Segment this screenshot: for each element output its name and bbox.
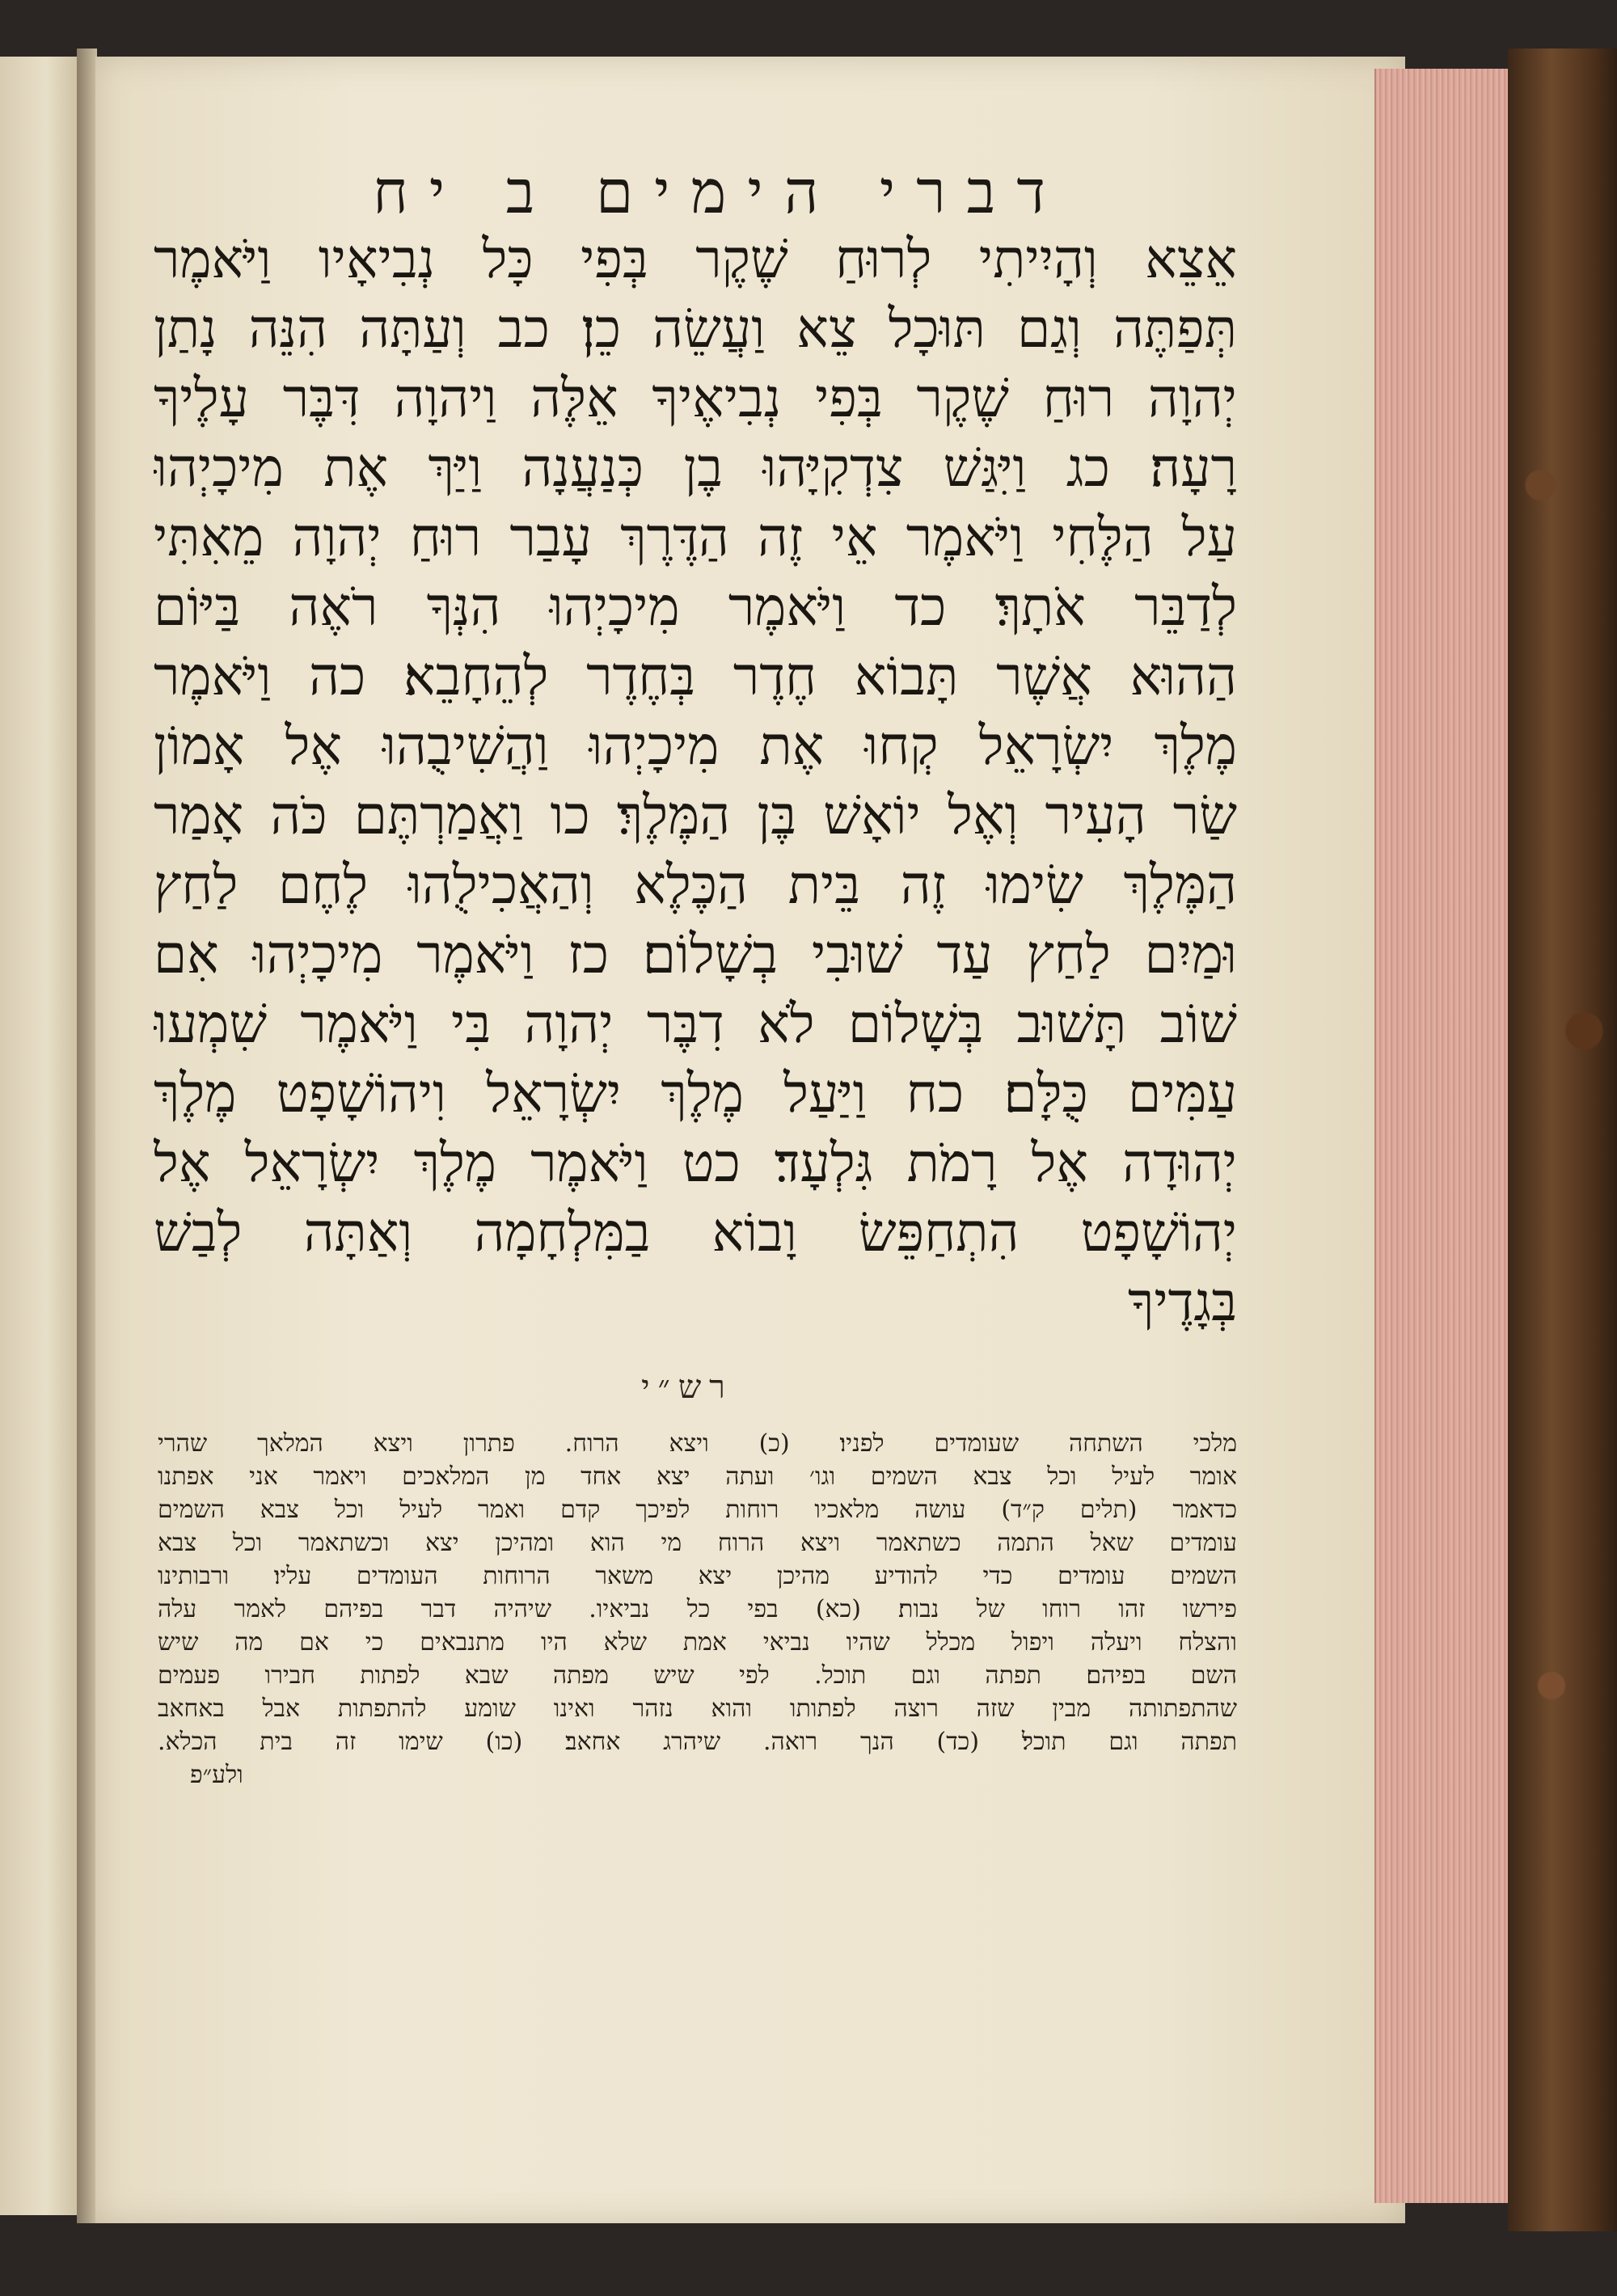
commentary-line: השם בפיהם׃ תפתה וגם תוכל. לפי שיש מפתה שבא לפתות חבירו פעמים — [158, 1661, 1237, 1690]
text-line: עַל הַלֶּחִי וַיֹּאמֶר אֵי זֶה הַדֶּרֶךְ עָבַר רוּחַ יְהוָה מֵאִתִּי — [154, 506, 1237, 568]
commentary-line: והצלח ויעלה ויפול מכלל שהיו נביאי אמת שלא היו מתנבאים כי אם מה שיש — [158, 1628, 1237, 1657]
text-line: שַׂר הָעִיר וְאֶל יוֹאָשׁ בֶּן הַמֶּלֶךְ׃ כו וַאֲמַרְתֶּם כֹּה אָמַר — [154, 784, 1237, 846]
catchword: ולע״פ — [190, 1761, 243, 1789]
text-line: הַהוּא אֲשֶׁר תָּבוֹא חֶדֶר בְּחֶדֶר לְהֵחָבֵא׃ כה וַיֹּאמֶר — [154, 645, 1237, 707]
commentary-line: כדאמר (תלים ק״ד) עושה מלאכיו רוחות לפיכך קדם ואמר לעיל וכל צבא השמים — [158, 1496, 1237, 1524]
text-line: יְהוֹשָׁפָט הִתְחַפֵּשׂ וָבוֹא בַמִּלְחָמָה וְאַתָּה לְבַשׁ — [154, 1201, 1237, 1264]
page-fore-edge — [1374, 69, 1509, 2203]
leather-cover — [1508, 49, 1617, 2231]
text-line: מֶלֶךְ יִשְׂרָאֵל קְחוּ אֶת מִיכָיְהוּ וַהֲשִׁיבֻהוּ אֶל אָמוֹן — [154, 715, 1237, 777]
book-gutter — [77, 49, 97, 2223]
commentary-line: מלכי השתחה שעומדים לפניו׃ (כ) ויצא הרוח. פתרון ויצא המלאך שהרי — [158, 1429, 1237, 1458]
commentary-line: תפתה וגם תוכל׃ (כד) הנך רואה. שיהרג אחאב׃ (כו) שימו זה בית הכלא. — [158, 1728, 1237, 1756]
text-line: יְהוָה רוּחַ שֶׁקֶר בְּפִי נְבִיאֶיךָ אֵלֶּה וַיהוָה דִּבֶּר עָלֶיךָ — [154, 367, 1237, 429]
left-page-edge — [0, 57, 79, 2215]
commentary-title: רש״י — [641, 1369, 733, 1406]
commentary-line: עומדים שאל התמה כשתאמר ויצא הרוח מי הוא ומהיכן יצא וכשתאמר וכל צבא — [158, 1529, 1237, 1557]
commentary-line: אומר לעיל וכל צבא השמים וגו׳ ועתה יצא אחד מן המלאכים ויאמר אני אפתנו — [158, 1462, 1237, 1491]
text-line: אֵצֵא וְהָיִיתִי לְרוּחַ שֶׁקֶר בְּפִי כָּל נְבִיאָיו וַיֹּאמֶר — [154, 228, 1237, 290]
commentary-line: פירשו זהו רוחו של נבות׃ (כא) בפי כל נביאיו. שיהיה דבר בפיהם לאמר עלה — [158, 1595, 1237, 1623]
text-line: וּמַיִם לַחַץ עַד שׁוּבִי בְשָׁלוֹם׃ כז וַיֹּאמֶר מִיכָיְהוּ אִם — [154, 923, 1237, 986]
text-line-final: בְּגָדֶיךָ — [1127, 1271, 1237, 1333]
text-line: הַמֶּלֶךְ שִׂימוּ זֶה בֵּית הַכֶּלֶא וְהַאֲכִילֻהוּ לֶחֶם לַחַץ — [154, 854, 1237, 916]
text-line: שׁוֹב תָּשׁוּב בְּשָׁלוֹם לֹא דִבֶּר יְהוָה בִּי וַיֹּאמֶר שִׁמְעוּ — [154, 993, 1237, 1055]
text-line: יְהוּדָה אֶל רָמֹת גִּלְעָד׃ כט וַיֹּאמֶר מֶלֶךְ יִשְׂרָאֵל אֶל — [154, 1132, 1237, 1194]
rashi-commentary — [158, 1427, 1237, 1792]
commentary-line: שהתפתותה מבין שזה רוצה לפתותו והוא נזהר ואינו שומע להתפתות אבל באחאב — [158, 1695, 1237, 1723]
main-text-block — [154, 225, 1237, 1337]
text-line: לְדַבֵּר אֹתָךְ׃ כד וַיֹּאמֶר מִיכָיְהוּ הִנְּךָ רֹאֶה בַּיּוֹם — [154, 576, 1237, 638]
running-head: דברי הימים ב יח — [373, 158, 1066, 227]
text-line: רָעָה׃ כג וַיִּגַּשׁ צִדְקִיָּהוּ בֶן כְּנַעֲנָה וַיַּךְ אֶת מִיכָיְהוּ — [154, 437, 1237, 499]
commentary-line: השמים עומדים כדי להודיע מהיכן יצא משאר הרוחות העומדים עליו׃ ורבותינו — [158, 1562, 1237, 1590]
text-line: עַמִּים כֻּלָּם׃ כח וַיַּעַל מֶלֶךְ יִשְׂרָאֵל וִיהוֹשָׁפָט מֶלֶךְ — [154, 1062, 1237, 1125]
text-line: תְּפַתֶּה וְגַם תּוּכָל צֵא וַעֲשֵׂה כֵן׃ כב וְעַתָּה הִנֵּה נָתַן — [154, 298, 1237, 360]
